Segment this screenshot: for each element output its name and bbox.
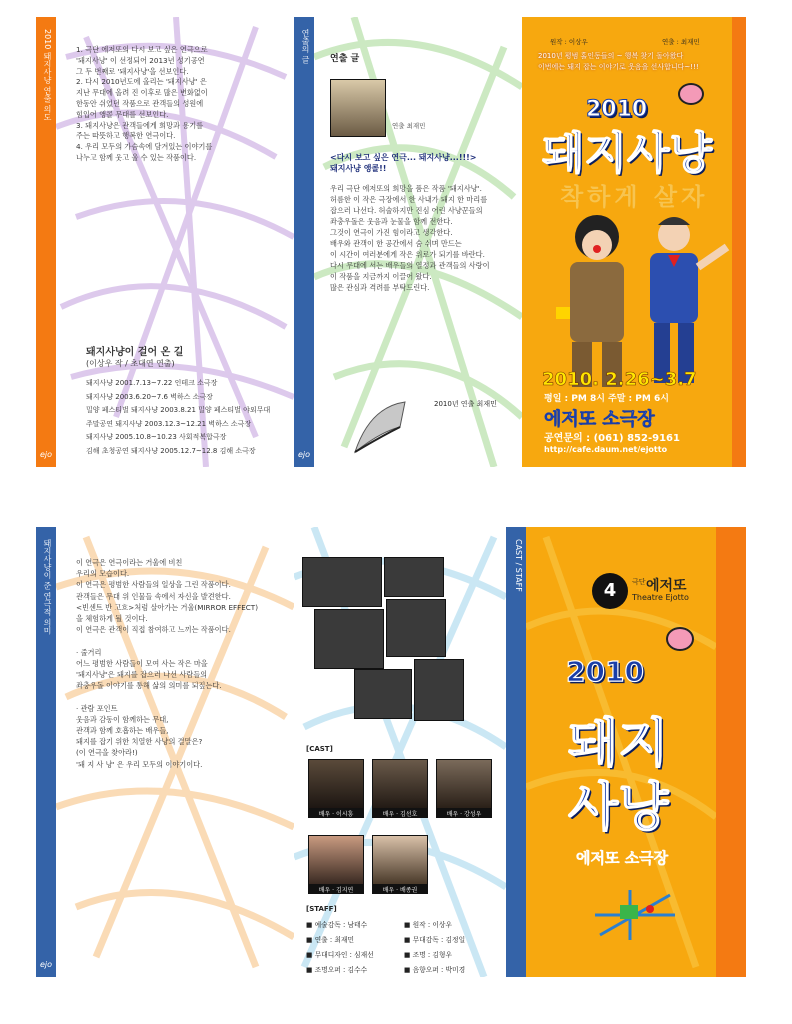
staff-item: ■ 무대디자인 : 심재선 — [306, 951, 374, 959]
cast-name: 김지연 — [335, 887, 354, 894]
history-title: 돼지사냥이 걸어 온 길 — [86, 347, 184, 358]
history-list: 돼지사냥 2001.7.13~7.22 인테크 소극장 돼지사냥 2003.6.20~7.6 벽하스 소극장 밀양 페스티벌 돼지사냥 2003.8.21 밀양 페스티벌 야외무대 주말공연 돼지사냥 2003.12.3~12.21 벽하스 소극장 돼지사냥 2005.10.8~10.23 사회적복합극장 김해 초청공연 돼지사냥 2005.12.7~12.8 김해 소극장 — [86, 379, 271, 455]
contact-phone: 공연문의 : (061) 852-9161 — [544, 433, 680, 444]
cast-photo — [436, 759, 492, 809]
venue-name: 에저또 소극장 — [576, 849, 669, 867]
cast-member: 배우 · 배종권 — [372, 835, 428, 894]
cover-title-line2: 사냥 — [568, 778, 669, 838]
director-body: 우리 극단 에저또의 희망을 품은 작품 '돼지사냥'. 허름한 이 작은 극장에서 한 사내가 돼지 한 마리를 잡으러 나선다. 허술하지만 진심 어린 사냥꾼들의 좌충우돌은 웃음과 눈물을 함께 전한다. 그것이 연극이 가진 힘이라고 생각한다. 배우와 관객이 한 공간에서 숨 쉬며 만드는 이 시간이 여러분에게 작은 위로가 되기를 바란다. 다시 무대에 서는 배우들의 열정과 관객들의 사랑이 이 작품을 지금까지 이끌어 왔다. 많은 관심과 격려를 부탁드린다. — [330, 184, 490, 292]
synopsis-panel — [36, 527, 294, 977]
cast-staff-panel — [294, 527, 506, 977]
cast-role: 배우 — [382, 811, 395, 818]
scene-photo-6 — [414, 659, 464, 721]
blue-side-strip — [506, 527, 526, 977]
side-label: 돼지사냥이 준 연극적 의미 — [43, 539, 52, 635]
director-note-panel — [294, 17, 522, 467]
orange-side-strip — [36, 17, 56, 467]
cast-member: 배우 · 강성우 — [436, 759, 492, 818]
pig-icon — [678, 83, 704, 105]
cast-member: 배우 · 이시흥 — [308, 759, 364, 818]
back-cover-panel — [506, 527, 746, 977]
author-label: 원작 : 이상우 — [550, 38, 588, 46]
cover-title-line1: 돼지 — [568, 714, 669, 774]
front-cover-panel — [522, 17, 746, 467]
cast-photo — [308, 759, 364, 809]
cast-role: 배우 — [382, 887, 395, 894]
location-map — [590, 885, 680, 941]
page-curl-graphic — [350, 397, 410, 457]
staff-item: ■ 연출 : 최재민 — [306, 936, 355, 944]
staff-item: ■ 원작 : 이상우 — [404, 921, 453, 929]
staff-item: ■ 조명 : 김형우 — [404, 951, 453, 959]
pig-icon — [666, 627, 694, 651]
cover-title: 돼지사냥 — [542, 128, 713, 179]
cover-year: 2010 — [586, 97, 648, 122]
actors-illustration — [542, 207, 732, 387]
cast-name: 이시흥 — [335, 811, 354, 818]
staff-item: ■ 음향오퍼 : 박미경 — [404, 966, 466, 974]
cover-edge-strip — [732, 17, 746, 467]
cast-role: 배우 — [446, 811, 459, 818]
performance-times: 평일 : PM 8시 주말 : PM 6시 — [544, 394, 669, 404]
cast-name: 강성우 — [463, 811, 482, 818]
ejotto-logo-mark: ejo — [298, 450, 311, 459]
cover-edge-strip — [716, 527, 746, 977]
cast-photo — [372, 759, 428, 809]
director-signature: 2010년 연출 최재민 — [434, 400, 497, 408]
cast-member: 배우 · 김선호 — [372, 759, 428, 818]
staff-item: ■ 무대감독 : 김정일 — [404, 936, 466, 944]
director-photo — [330, 79, 386, 137]
staff-heading: [STAFF] — [306, 905, 337, 913]
cast-grid — [306, 759, 496, 919]
scene-photo-3 — [314, 609, 384, 669]
cover-tagline: 2010년 평범 홀인동들의 ~ 행복 찾기 돌아왔다 이번에는 돼지 잡는 이야기로 웃음을 선사합니다~!!! — [538, 52, 699, 71]
side-label: 연출의 글 — [301, 29, 310, 64]
side-label: CAST / STAFF — [514, 539, 523, 592]
scene-photo-1 — [302, 557, 382, 607]
quote-title: <다시 보고 싶은 연극... 돼지사냥...!!!> 돼지사냥 앵콜!! — [330, 153, 477, 173]
troupe-name-en: Theatre Ejotto — [632, 593, 689, 602]
side-label: 2010 돼지사냥 연출 의도 — [43, 29, 52, 121]
history-subtitle: (이상우 작 / 초대연 연출) — [86, 359, 175, 368]
ejotto-logo-mark: ejo — [40, 450, 53, 459]
scene-photo-2 — [384, 557, 444, 597]
intent-panel — [36, 17, 294, 467]
cast-role: 배우 — [318, 811, 331, 818]
scene-photo-5 — [354, 669, 412, 719]
staff-item: ■ 조명오퍼 : 김수수 — [306, 966, 368, 974]
synopsis-text: 이 연극은 연극이라는 거울에 비친 우리의 모습이다. 이 연극은 평범한 사람들의 일상을 그린 작품이다. 관객들은 무대 위 인물들 속에서 자신을 발견한다. <빈센트 반 고흐>처럼 살아가는 거울(MIRROR EFFECT) 을 체험하게 될 것이다. 이 연극은 관객이 직접 참여하고 느끼는 작품이다. · 줄거리 어느 평범한 사람들이 모여 사는 작은 마을 '돼지사냥'은 돼지를 잡으러 나선 사람들의 좌충우돌 이야기를 통해 삶의 의미를 되짚는다. · 관람 포인트 웃음과 감동이 함께하는 무대, 관객과 함께 호흡하는 배우들, 돼지를 잡기 위한 치열한 사냥의 결말은? (이 연극을 찾아라!) '돼 지 사 냥' 은 우리 모두의 이야기이다. — [76, 558, 259, 769]
cast-member: 배우 · 김지연 — [308, 835, 364, 894]
intent-text: 1. 극단 에저또의 다시 보고 싶은 연극으로 '돼지사냥' 이 선정되어 2013년 성기공연 그 두 번째로 '돼지사냥'을 선보인다. 2. 다시 2010년도에 올리는 '돼지사냥' 은 지난 무대에 올려 진 이후로 많은 변화없이 한동안 쉬었던 작품으로 관객들의 성원에 힘입어 앵콜 무대를 선보인다. 3. 돼지사냥은 관객들에게 희망과 용기를 주는 따뜻하고 행복한 연극이다. 4. 우리 모두의 가슴속에 담겨있는 이야기를 나누고 함께 웃고 울 수 있는 작품이다. — [76, 45, 213, 162]
cover-year: 2010 — [566, 655, 644, 688]
scene-photo-4 — [386, 599, 446, 657]
blue-side-strip — [294, 17, 314, 467]
brochure-inner-side — [36, 527, 746, 977]
cast-heading: [CAST] — [306, 745, 333, 753]
director-heading: 연출 글 — [330, 54, 360, 64]
cast-photo — [372, 835, 428, 885]
performance-dates: 2010. 2.26~3.7 — [542, 369, 697, 390]
troupe-name: 에저또 — [646, 578, 687, 594]
ejotto-logo-mark: ejo — [40, 960, 53, 969]
blue-side-strip — [36, 527, 56, 977]
staff-item: ■ 예술감독 : 남태수 — [306, 921, 368, 929]
cover-slogan: 착하게 살자 — [560, 183, 709, 211]
cast-name: 김선호 — [399, 811, 418, 818]
cast-photo — [308, 835, 364, 885]
staff-list — [306, 919, 502, 974]
venue-name: 에저또 소극장 — [544, 409, 655, 430]
troupe-logo-icon: 4 — [592, 573, 628, 609]
brochure-outer-side — [36, 17, 746, 467]
director-label: 연출 : 최재민 — [662, 38, 700, 46]
troupe-small: 극단 — [632, 578, 646, 586]
cast-role: 배우 — [318, 887, 331, 894]
cast-name: 배종권 — [399, 887, 418, 894]
director-photo-caption: 연출 최재민 — [392, 122, 426, 130]
cafe-url: http://cafe.daum.net/ejotto — [544, 445, 668, 454]
